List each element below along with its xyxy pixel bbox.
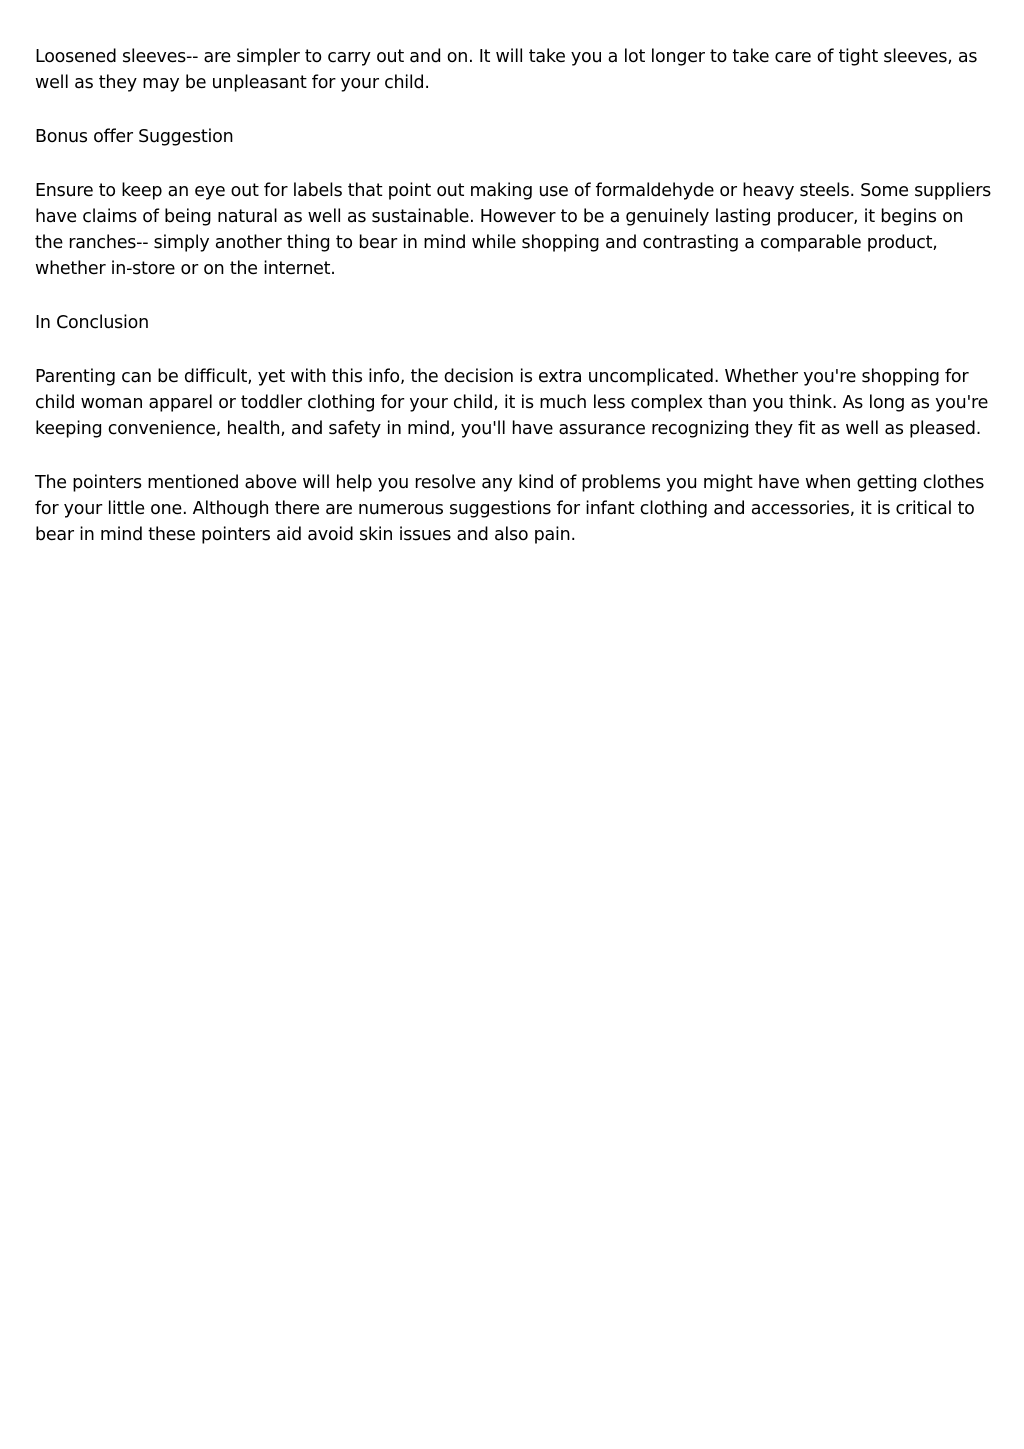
heading-bonus-suggestion: Bonus offer Suggestion [35, 127, 234, 147]
heading-conclusion: In Conclusion [35, 313, 149, 333]
paragraph-labels-advice: Ensure to keep an eye out for labels that point out making use of formaldehyde or heavy steels. Some suppliers have claims of being natural as well as sustainable. However to be a genuinely lasting producer, it begins on the ranches-- simply another thing to bear in mind while shopping and contrasting a comparable product, whether in-store or on the internet. [35, 181, 992, 279]
paragraph-parenting: Parenting can be difficult, yet with this info, the decision is extra uncomplicated. Whether you're shopping for child woman apparel or toddler clothing for your child, it is much less complex than you think. As long as you're keeping convenience, health, and safety in mind, you'll have assurance recognizing they fit as well as pleased. [35, 367, 989, 439]
paragraph-pointers: The pointers mentioned above will help you resolve any kind of problems you might have when getting clothes for your little one. Although there are numerous suggestions for infant clothing and accessories, it is critical to bear in mind these pointers aid avoid skin issues and also pain. [35, 473, 985, 545]
document-body [35, 44, 995, 576]
paragraph-loosened-sleeves: Loosened sleeves-- are simpler to carry out and on. It will take you a lot longer to take care of tight sleeves, as well as they may be unpleasant for your child. [35, 47, 978, 93]
